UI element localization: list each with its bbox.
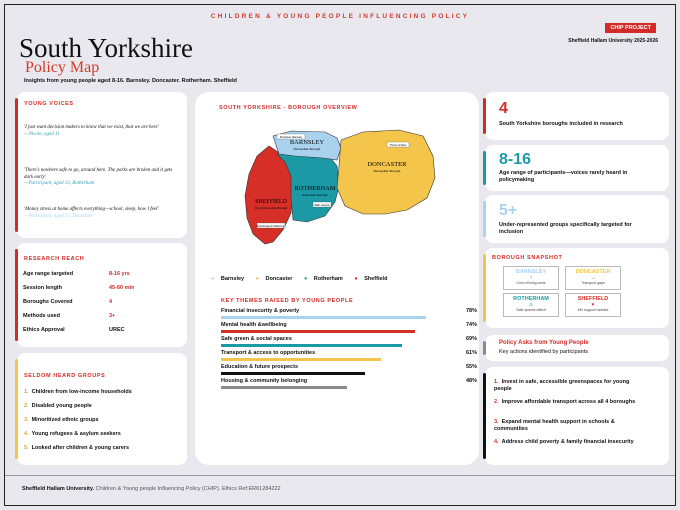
theme-label: Financial insecurity & poverty [221, 308, 300, 314]
quote-text: 'There's nowhere safe to go, around here. The parks are broken and it gets dark early' [24, 168, 173, 180]
item-number: 3. [24, 417, 29, 423]
borough-map [195, 118, 479, 288]
legend-item-sheffield [354, 276, 392, 282]
legend-dot: ● [211, 276, 215, 282]
seldom-item [24, 445, 129, 451]
stat-card-boroughs [485, 92, 669, 140]
snapshot-note: Cost of living crisis [516, 281, 546, 285]
sheffield-tag: Stocksbridge & Hillsborough [256, 225, 286, 228]
policy-ask [494, 419, 644, 433]
footer [22, 486, 281, 492]
reach-value-ethics: UREC [109, 327, 125, 333]
theme-row [221, 350, 477, 364]
stat-card-age [485, 145, 669, 191]
ask-number: 4. [494, 439, 499, 445]
legend-item-rotherham [304, 276, 348, 282]
stat-value: 4 [499, 100, 508, 117]
theme-row [221, 336, 477, 350]
ask-text: Address child poverty & family financial insecurity [501, 439, 634, 445]
reach-label-age: Age range targeted [23, 271, 74, 277]
themes-list [221, 308, 477, 408]
theme-bar [221, 330, 415, 333]
stat-card-groups [485, 195, 669, 243]
item-number: 4. [24, 431, 29, 437]
theme-label: Transport & access to opportunities [221, 350, 316, 356]
legend-label: Rotherham [313, 276, 343, 282]
quote-text: 'I just want decision makers to know that we exist, that we are here' [24, 125, 159, 130]
policy-asks-header-card [485, 335, 669, 361]
policy-ask [494, 439, 644, 446]
doncaster-sub: Metropolitan Borough [373, 169, 401, 173]
reach-label-session: Session length [23, 285, 63, 291]
legend-label: Doncaster [265, 276, 293, 282]
research-reach-card [17, 243, 187, 347]
poster [4, 4, 676, 506]
footer-text: Children & Young people Influencing Policy (CHIP). Ethics Ref:ER61284222 [95, 486, 281, 492]
legend-dot: ● [354, 276, 358, 282]
theme-label: Housing & community belonging [221, 378, 308, 384]
card-accent [483, 98, 486, 134]
theme-bar [221, 386, 347, 389]
theme-percent: 69% [465, 336, 477, 342]
theme-label: Mental health &wellbeing [221, 322, 287, 328]
snapshot-note: Transport gaps [581, 281, 605, 285]
stat-text: South Yorkshire boroughs included in research [499, 121, 623, 127]
reach-label-methods: Methods used [23, 313, 60, 319]
insight-line: Insights from young people aged 8-16. Barnsley. Doncaster. Rotherham. Sheffield [24, 78, 237, 84]
project-topline: CHILDREN & YOUNG PEOPLE INFLUENCING POLICY [210, 13, 470, 20]
theme-bar [221, 372, 365, 375]
map-legend [211, 276, 397, 282]
theme-bar [221, 316, 426, 319]
policy-title: Policy Asks from Young People [499, 340, 589, 346]
item-text: Looked after children & young carers [31, 445, 130, 451]
theme-percent: 74% [465, 322, 477, 328]
barnsley-tag: Penistone, Barnsley [279, 135, 303, 139]
young-voices-title: YOUNG VOICES [24, 101, 74, 107]
themes-title: KEY THEMES RAISED BY YOUNG PEOPLE [221, 298, 354, 304]
card-accent [483, 373, 486, 459]
theme-row [221, 378, 477, 392]
borough-overview-card [195, 92, 479, 465]
quote-3 [24, 207, 174, 220]
snapshot-note: Safe spaces deficit [516, 308, 546, 312]
theme-percent: 48% [465, 378, 477, 384]
barnsley-sub: Metropolitan Borough [293, 147, 321, 151]
policy-asks-card [485, 367, 669, 465]
snapshot-rotherham [503, 293, 559, 317]
seldom-heard-card [17, 353, 187, 465]
reach-value-boroughs: 4 [109, 299, 113, 305]
seldom-heard-title: SELDOM HEARD GROUPS [24, 373, 106, 379]
footer-divider [5, 475, 675, 476]
theme-bar [221, 358, 381, 361]
page-title: South Yorkshire [19, 33, 194, 63]
theme-row [221, 308, 477, 322]
snapshot-doncaster [565, 266, 621, 290]
snapshot-sheffield [565, 293, 621, 317]
theme-percent: 78% [465, 308, 477, 314]
stat-text: Age range of participants—voices rarely heard in policymaking [499, 170, 628, 183]
quote-author: —Participant, aged 15, Doncaster [24, 213, 94, 219]
item-text: Young refugees & asylum seekers [31, 431, 121, 437]
ask-text: Improve affordable transport across all 4 boroughs [501, 399, 636, 405]
reach-value-age: 8-16 yrs [109, 271, 130, 277]
quote-2 [24, 168, 174, 188]
theme-bar [221, 344, 402, 347]
ask-text: Expand mental health support in schools & communities [494, 419, 615, 432]
theme-label: Education & future prospects [221, 364, 299, 370]
barnsley-label: BARNSLEY [289, 139, 325, 146]
legend-dot: ● [255, 276, 259, 282]
theme-label: Safe green & social spaces [221, 336, 292, 342]
reach-label-ethics: Ethics Approval [23, 327, 65, 333]
theme-row [221, 322, 477, 336]
card-accent [483, 201, 486, 237]
item-number: 1. [24, 389, 29, 395]
young-voices-card [17, 92, 187, 238]
doncaster-label: DONCASTER [367, 161, 407, 168]
legend-item-barnsley [211, 276, 249, 282]
ask-text: Invest in safe, accessible greenspaces for young people [494, 379, 630, 392]
legend-label: Sheffield [364, 276, 388, 282]
theme-percent: 61% [465, 350, 477, 356]
theme-row [221, 364, 477, 378]
quote-1 [24, 125, 174, 138]
rotherham-label: ROTHERHAM [294, 185, 336, 192]
footer-org: Sheffield Hallam University. [22, 486, 95, 492]
heart-icon: ♥ [591, 302, 595, 308]
legend-label: Barnsley [220, 276, 245, 282]
stat-value: 8-16 [499, 151, 532, 168]
snapshot-name: DONCASTER [575, 269, 611, 275]
borough-snapshot-card [485, 248, 669, 328]
reach-value-methods: 3+ [109, 313, 116, 319]
warning-icon: ⚠ [528, 302, 534, 308]
reach-value-session: 45-60 min [109, 285, 135, 291]
card-accent [15, 249, 18, 341]
chip-badge: CHIP PROJECT [605, 23, 656, 33]
page-subtitle: Policy Map [25, 59, 100, 76]
rotherham-tag: Wath, Dearne [314, 203, 330, 207]
item-text: Disabled young people [31, 403, 92, 409]
seldom-item [24, 431, 121, 437]
arrow-right-icon: → [590, 275, 596, 281]
reach-label-boroughs: Boroughs Covered [23, 299, 73, 305]
snapshot-name: SHEFFIELD [577, 296, 609, 302]
seldom-item [24, 389, 132, 395]
quote-author: —Participant, aged 13, Rotherham [24, 181, 95, 186]
snapshot-name: BARNSLEY [515, 269, 547, 275]
arrow-up-icon: ↑ [529, 275, 533, 281]
seldom-item [24, 403, 92, 409]
policy-ask [494, 379, 644, 393]
snapshot-name: ROTHERHAM [513, 296, 549, 302]
theme-percent: 55% [465, 364, 477, 370]
card-accent [15, 359, 18, 459]
quote-text: 'Money stress at home affects everything—school, sleep, how I feel' [24, 207, 159, 212]
policy-ask [494, 399, 644, 406]
seldom-item [24, 417, 99, 423]
doncaster-tag: Thorne & Moor [389, 143, 407, 147]
sheffield-sub: City & Metropolitan Borough [254, 207, 288, 210]
map-title: SOUTH YORKSHIRE - BOROUGH OVERVIEW [219, 105, 358, 111]
ask-number: 1. [494, 379, 499, 385]
card-accent [483, 254, 486, 322]
university-label: Sheffield Hallam University 2025-2026 [568, 38, 658, 44]
stat-text: Under-represented groups specifically targeted for inclusion [499, 222, 632, 235]
item-text: Minoritized ethnic groups [31, 417, 99, 423]
snapshot-title: BOROUGH SNAPSHOT [492, 255, 563, 261]
card-accent [15, 98, 18, 232]
legend-item-doncaster [256, 276, 298, 282]
item-number: 5. [24, 445, 29, 451]
research-reach-title: RESEARCH REACH [24, 256, 85, 262]
quote-author: —Nicole, aged 11 [24, 131, 60, 137]
card-accent [483, 151, 486, 185]
snapshot-note: MH support needed [577, 308, 609, 312]
legend-dot: ● [303, 276, 308, 282]
item-text: Children from low-income households [31, 389, 132, 395]
ask-number: 2. [494, 399, 499, 405]
rotherham-sub: Rotherham Borough [302, 193, 328, 197]
ask-number: 3. [494, 419, 499, 425]
sheffield-label: SHEFFIELD [255, 199, 287, 205]
card-accent [483, 341, 486, 355]
stat-value: 5+ [499, 202, 518, 219]
policy-subtitle: Key actions identified by participants [499, 349, 588, 355]
item-number: 2. [24, 403, 29, 409]
snapshot-barnsley [503, 266, 559, 290]
